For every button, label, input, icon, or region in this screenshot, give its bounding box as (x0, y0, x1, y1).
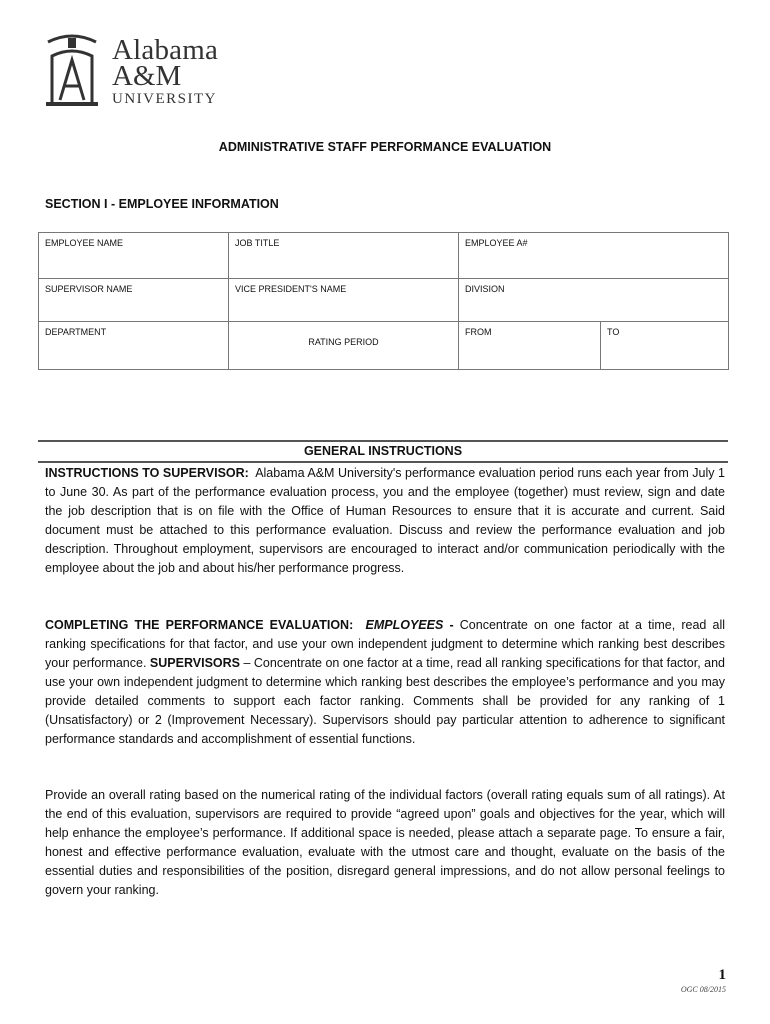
supervisor-instructions-paragraph (45, 464, 725, 578)
department-field[interactable] (39, 322, 229, 370)
document-title: ADMINISTRATIVE STAFF PERFORMANCE EVALUATION (218, 140, 552, 154)
employee-info-table (38, 232, 729, 370)
completing-evaluation-label: COMPLETING THE PERFORMANCE EVALUATION: (45, 618, 354, 632)
from-label: FROM (465, 327, 492, 337)
to-date-field[interactable] (601, 322, 729, 370)
supervisors-label: SUPERVISORS (149, 656, 240, 670)
employees-text: Concentrate on one factor at a time, read all ranking specifications for that factor, and use your own independent judgment to determine which ranking best describes your performance. (45, 618, 725, 670)
supervisor-name-label: SUPERVISOR NAME (45, 284, 133, 294)
division-field[interactable] (459, 279, 729, 322)
logo-line-2: A&M (112, 60, 182, 92)
employee-a-number-label: EMPLOYEE A# (465, 238, 528, 248)
supervisor-instructions-text: Alabama A&M University's performance evaluation period runs each year from July 1 to June 30. As part of the performance evaluation process, you and the employee (together) must review, sign and date the job description that is on file with the Office of Human Resources to ensure that it is accurate and current. Said document must be attached to this performance evaluation. Discuss and review the performance evaluation and job description. Throughout employment, supervisors are encouraged to interact and/or communication periodically with the employee about the job and about his/her performance progress. (45, 466, 725, 575)
instructions-top-rule (38, 440, 728, 442)
supervisor-name-field[interactable] (39, 279, 229, 322)
employees-label: EMPLOYEES (365, 618, 444, 632)
job-title-field[interactable] (229, 233, 459, 279)
employee-name-field[interactable] (39, 233, 229, 279)
university-logo (40, 34, 250, 110)
job-title-label: JOB TITLE (235, 238, 280, 248)
vice-president-name-field[interactable] (229, 279, 459, 322)
overall-rating-paragraph: Provide an overall rating based on the numerical rating of the individual factors (overall rating equals sum of all ratings). At the end of this evaluation, supervisors are required to provide “agreed upon” goals and objectives for the year, which will help enhance the employee’s performance. If additional space is needed, please attach a separate page. To ensure a fair, honest and effective performance evaluation, evaluate with the utmost care and thought, evaluate on the basis of the essential duties and responsibilities of the position, disregard general impressions, and do not allow personal feelings to govern your ranking. (45, 788, 725, 897)
rating-period-label: RATING PERIOD (308, 337, 379, 347)
employee-name-label: EMPLOYEE NAME (45, 238, 124, 248)
logo-line-1: Alabama (112, 34, 219, 66)
employees-dash: - (443, 618, 460, 632)
section-1-title: SECTION I - EMPLOYEE INFORMATION (45, 197, 279, 211)
division-label: DIVISION (465, 284, 505, 294)
rating-period-cell (229, 322, 459, 370)
vice-president-name-label: VICE PRESIDENT'S NAME (235, 284, 347, 294)
supervisor-instructions-label: INSTRUCTIONS TO SUPERVISOR: (45, 466, 249, 480)
page-number: 1 (718, 967, 726, 983)
to-label: TO (607, 327, 620, 337)
from-date-field[interactable] (459, 322, 601, 370)
department-label: DEPARTMENT (45, 327, 107, 337)
form-code: OGC 08/2015 (680, 985, 726, 994)
instructions-bottom-rule (38, 461, 728, 463)
completing-evaluation-paragraph (45, 616, 725, 749)
general-instructions-heading: GENERAL INSTRUCTIONS (303, 444, 463, 458)
supervisors-text: – Concentrate on one factor at a time, read all ranking specifications for that factor, and use your own independent judgment to determine which ranking best describes the employee’s performance and you may provide detailed comments to support each factor ranking. Comments shall be provided for any ranking of 1 (Unsatisfactory) or 2 (Improvement Necessary). Supervisors should pay particular attention to adherence to significant performance standards and accomplishment of essential functions. (45, 656, 725, 746)
aamu-seal-icon (40, 34, 104, 110)
employee-a-number-field[interactable] (459, 233, 729, 279)
logo-line-3: UNIVERSITY (112, 91, 217, 107)
